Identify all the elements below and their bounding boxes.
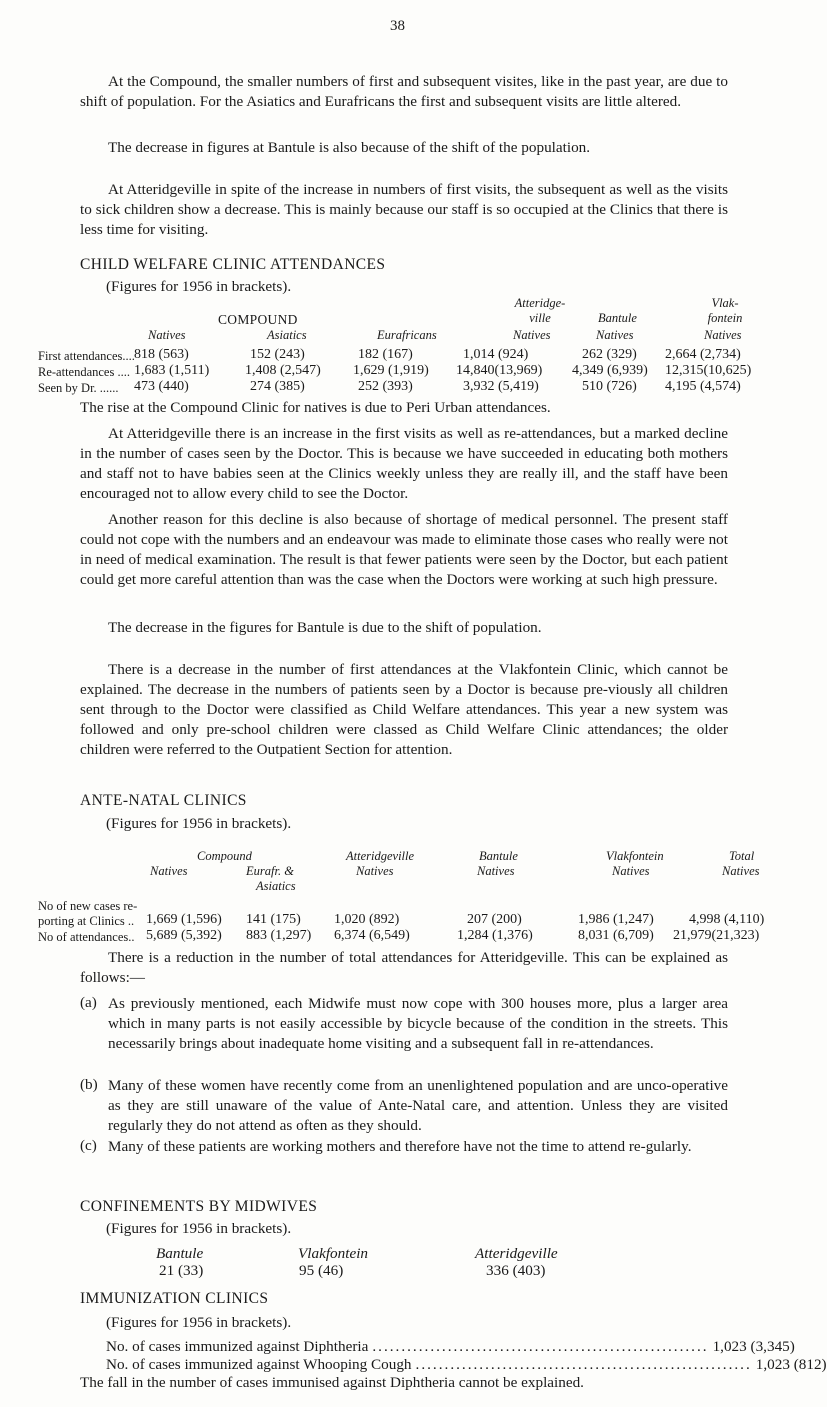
table-cell: 6,374 (6,549)	[334, 928, 410, 943]
table-cell: 262 (329)	[582, 347, 637, 362]
confinements-heading: CONFINEMENTS BY MIDWIVES	[80, 1198, 318, 1215]
col-eurafricans: Eurafricans	[377, 328, 437, 342]
confinements-value-vlakfontein: 95 (46)	[299, 1262, 344, 1279]
immunization-line-1	[106, 1338, 795, 1356]
col-atteridge-top: Atteridge-	[514, 296, 566, 310]
intro-paragraph-1: At the Compound, the smaller numbers of first and subsequent visites, like in the past year, are due to shift of population. For the Asiatics and Eurafricans the first and subsequent visits are little altered.	[80, 73, 728, 110]
immunization-note: The fall in the number of cases immunised against Diphtheria cannot be explained.	[80, 1374, 584, 1391]
an-col-total-natives: Natives	[722, 864, 760, 878]
table-cell: 3,932 (5,419)	[463, 379, 539, 394]
row-label: Seen by Dr. ......	[38, 381, 119, 395]
row-label: Re-attendances ....	[38, 365, 130, 379]
immunization-subheading: (Figures for 1956 in brackets).	[106, 1314, 292, 1331]
child-welfare-heading: CHILD WELFARE CLINIC ATTENDANCES	[80, 256, 386, 273]
table-cell: 141 (175)	[246, 912, 301, 927]
col-atteridge-mid: ville	[529, 311, 551, 325]
list-marker-a: (a)	[80, 994, 97, 1011]
an-col-asiatics: Asiatics	[256, 879, 296, 893]
immunization-value-1: 1,023 (3,345)	[712, 1338, 795, 1355]
table-cell: 2,664 (2,734)	[665, 347, 741, 362]
immunization-label-2: No. of cases immunized against Whooping Cough	[106, 1356, 412, 1373]
immunization-value-2: 1,023 (812)	[755, 1356, 827, 1373]
col-bantule-bottom: Natives	[596, 328, 634, 342]
table-cell: 1,014 (924)	[463, 347, 529, 362]
page-number: 38	[390, 18, 405, 34]
table-cell: 5,689 (5,392)	[146, 928, 222, 943]
an-col-atteridge: Atteridgeville	[346, 849, 415, 863]
immunization-heading: IMMUNIZATION CLINICS	[80, 1290, 269, 1307]
an-col-eurafr: Eurafr. &	[246, 864, 294, 878]
col-vlak-top: Vlak-	[711, 296, 739, 310]
table-cell: 510 (726)	[582, 379, 637, 394]
table-cell: 274 (385)	[250, 379, 305, 394]
table-cell: 4,195 (4,574)	[665, 379, 741, 394]
an-col-bantule: Bantule	[479, 849, 518, 863]
ante-natal-heading: ANTE-NATAL CLINICS	[80, 792, 247, 809]
table-cell: 207 (200)	[467, 912, 522, 927]
table-cell: 818 (563)	[134, 347, 189, 362]
child-welfare-paragraph-1: The rise at the Compound Clinic for natives is due to Peri Urban attendances.	[80, 399, 551, 416]
col-asiatics: Asiatics	[267, 328, 307, 342]
table-cell: 1,986 (1,247)	[578, 912, 654, 927]
an-compound-header: Compound	[197, 849, 252, 863]
table-cell: 252 (393)	[358, 379, 413, 394]
confinements-subheading: (Figures for 1956 in brackets).	[106, 1220, 292, 1237]
table-cell: 8,031 (6,709)	[578, 928, 654, 943]
an-col-bantule-natives: Natives	[477, 864, 515, 878]
intro-paragraph-3: At Atteridgeville in spite of the increase in numbers of first visits, the subsequent as well as the visits to sick children show a decrease. This is mainly because our staff is so occupied at the Clinics that there is less time for visiting.	[80, 181, 728, 238]
child-welfare-paragraph-3: Another reason for this decline is also because of shortage of medical personnel. The present staff could not cope with the numbers and an endeavour was made to eliminate those cases who really were not in need of medical examination. The result is that fewer patients were seen by the Doctor, but each patient could get more careful attention than was the case when the Doctors were working at such high pressure.	[80, 511, 728, 588]
confinements-value-atteridgeville: 336 (403)	[486, 1262, 546, 1279]
child-welfare-subheading: (Figures for 1956 in brackets).	[106, 278, 292, 295]
an-col-natives: Natives	[150, 864, 188, 878]
table-cell: 14,840(13,969)	[456, 363, 543, 378]
table-cell: 1,669 (1,596)	[146, 912, 222, 927]
table-cell: 1,020 (892)	[334, 912, 400, 927]
immunization-label-1: No. of cases immunized against Diphtheria	[106, 1338, 369, 1355]
table-cell: 1,629 (1,919)	[353, 363, 429, 378]
table-cell: 182 (167)	[358, 347, 413, 362]
child-welfare-paragraph-2: At Atteridgeville there is an increase in the first visits as well as re-attendances, but a marked decline in the number of cases seen by the Doctor. This is because we have succeeded in educating both mothers and staff not to have babies seen at the Clinics weekly unless they are really ill, and the staff have been encouraged not to allow every child to see the Doctor.	[80, 425, 728, 502]
col-vlak-mid: fontein	[707, 311, 743, 325]
table-cell: 12,315(10,625)	[665, 363, 752, 378]
dot-leader: ..........................................................	[415, 1356, 752, 1373]
child-welfare-paragraph-4: The decrease in the figures for Bantule is due to the shift of population.	[108, 619, 542, 636]
list-item-a: As previously mentioned, each Midwife must now cope with 300 houses more, plus a larger area which in many parts is not easily accessible by bicycle because of the condition in the streets. This necessarily brings about inadequate home visiting and a subsequent fall in re-attendances.	[108, 995, 728, 1052]
col-vlak-bottom: Natives	[704, 328, 742, 342]
confinements-col-bantule: Bantule	[156, 1245, 204, 1262]
list-item-b: Many of these women have recently come from an unenlightened population and are unco-operative as they are still unaware of the value of Ante-Natal care, and attention. Unless they are visited regularly they do not attend as often as they should.	[108, 1077, 728, 1134]
confinements-col-atteridgeville: Atteridgeville	[475, 1245, 558, 1262]
table-cell: 4,998 (4,110)	[689, 912, 765, 927]
list-item-c: Many of these patients are working mothers and therefore have not the time to attend re-gularly.	[108, 1138, 692, 1155]
row-label: First attendances....	[38, 349, 135, 363]
an-row1-label-a: No of new cases re-	[38, 899, 138, 913]
child-welfare-paragraph-5: There is a decrease in the number of first attendances at the Vlakfontein Clinic, which cannot be explained. The decrease in the numbers of patients seen by a Doctor is because pre-viously all children sent through to the Doctor were classified as Child Welfare attendances. This year a new system was followed and only pre-school children were classed as Child Welfare Clinic attendances; the older children were referred to the Outpatient Section for attention.	[80, 661, 728, 758]
table-cell: 473 (440)	[134, 379, 189, 394]
col-atteridge-bottom: Natives	[513, 328, 551, 342]
table-cell: 4,349 (6,939)	[572, 363, 648, 378]
confinements-value-bantule: 21 (33)	[159, 1262, 204, 1279]
list-marker-c: (c)	[80, 1137, 97, 1154]
immunization-line-2	[106, 1356, 827, 1374]
ante-natal-subheading: (Figures for 1956 in brackets).	[106, 815, 292, 832]
dot-leader: ..........................................................	[372, 1338, 709, 1355]
an-row2-label: No of attendances..	[38, 930, 135, 944]
list-marker-b: (b)	[80, 1076, 98, 1093]
intro-paragraph-2: The decrease in figures at Bantule is also because of the shift of the population.	[108, 139, 591, 156]
ante-natal-paragraph: There is a reduction in the number of total attendances for Atteridgeville. This can be explained as follows:—	[80, 949, 728, 986]
an-col-total: Total	[729, 849, 755, 863]
table-cell: 21,979(21,323)	[673, 928, 760, 943]
table-cell: 152 (243)	[250, 347, 305, 362]
col-bantule-mid: Bantule	[598, 311, 637, 325]
compound-group-header: COMPOUND	[218, 312, 298, 327]
table-cell: 883 (1,297)	[246, 928, 312, 943]
table-cell: 1,683 (1,511)	[134, 363, 210, 378]
table-cell: 1,284 (1,376)	[457, 928, 533, 943]
an-col-vlak-natives: Natives	[612, 864, 650, 878]
table-cell: 1,408 (2,547)	[245, 363, 321, 378]
an-col-vlak: Vlakfontein	[606, 849, 664, 863]
an-row1-label-b: porting at Clinics ..	[38, 914, 135, 928]
confinements-col-vlakfontein: Vlakfontein	[298, 1245, 369, 1262]
col-natives: Natives	[148, 328, 186, 342]
an-col-atteridge-natives: Natives	[356, 864, 394, 878]
